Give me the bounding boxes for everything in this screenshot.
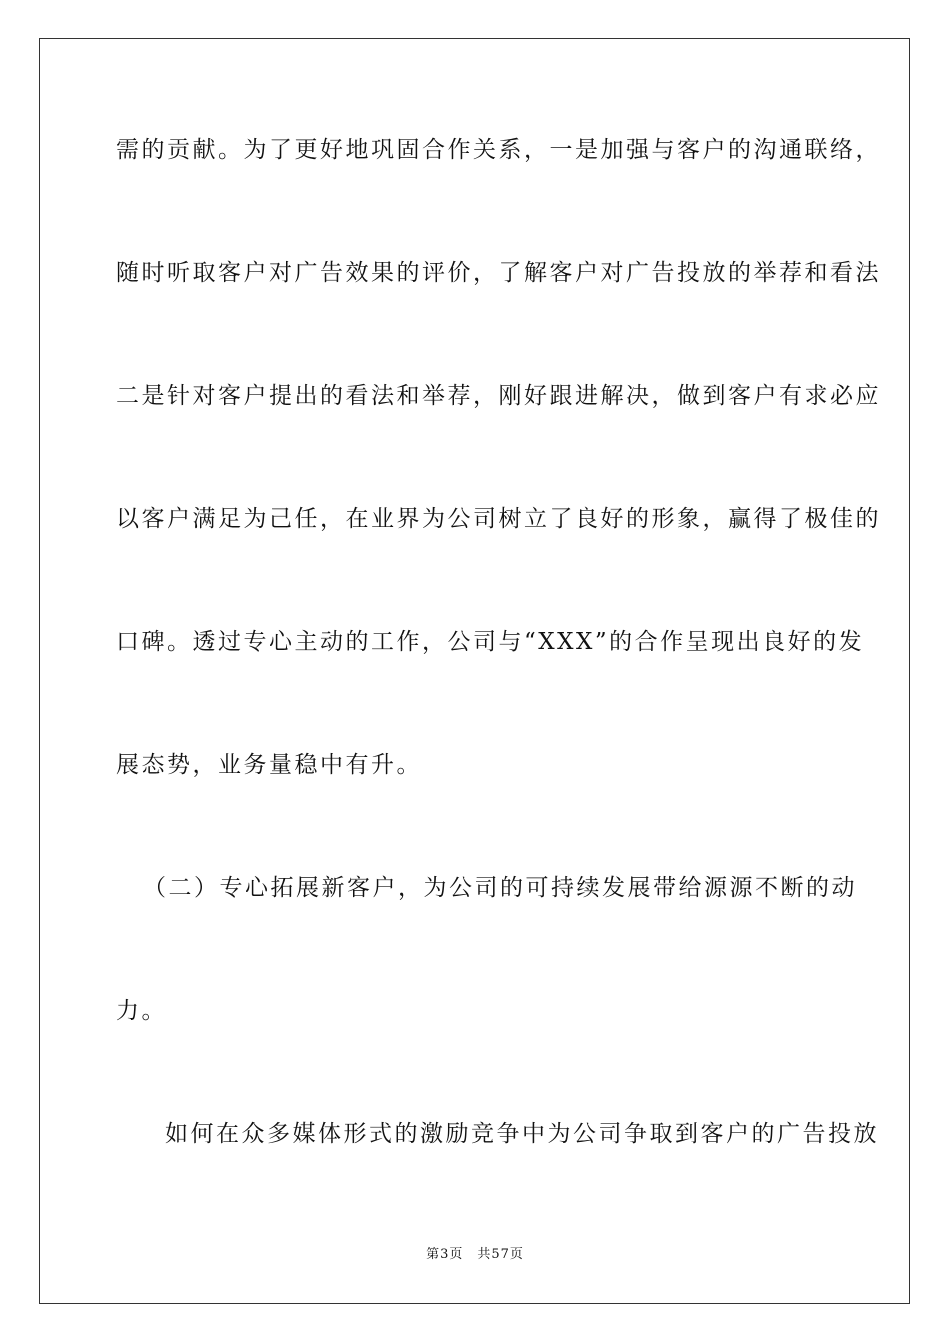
paragraph-line-6: 展态势，业务量稳中有升。 [116, 752, 422, 778]
section-heading-line-1: （二）专心拓展新客户，为公司的可持续发展带给源源不断的动 [143, 875, 857, 901]
page-number: 第3页 [426, 1247, 464, 1262]
paragraph-line-7: 如何在众多媒体形式的激励竞争中为公司争取到客户的广告投放 [165, 1121, 879, 1147]
paragraph-line-5: 口碑。透过专心主动的工作，公司与“XXX”的合作呈现出良好的发 [116, 629, 865, 655]
paragraph-line-3: 二是针对客户提出的看法和举荐，刚好跟进解决，做到客户有求必应 [116, 383, 881, 409]
paragraph-line-4: 以客户满足为己任，在业界为公司树立了良好的形象，赢得了极佳的 [116, 506, 881, 532]
paragraph-line-1: 需的贡献。为了更好地巩固合作关系，一是加强与客户的沟通联络， [116, 137, 881, 163]
page-border [39, 38, 910, 1304]
page-total: 共57页 [477, 1247, 524, 1262]
page-footer [0, 1246, 950, 1264]
section-heading-line-2: 力。 [116, 998, 167, 1024]
paragraph-line-2: 随时听取客户对广告效果的评价，了解客户对广告投放的举荐和看法 [116, 260, 881, 286]
